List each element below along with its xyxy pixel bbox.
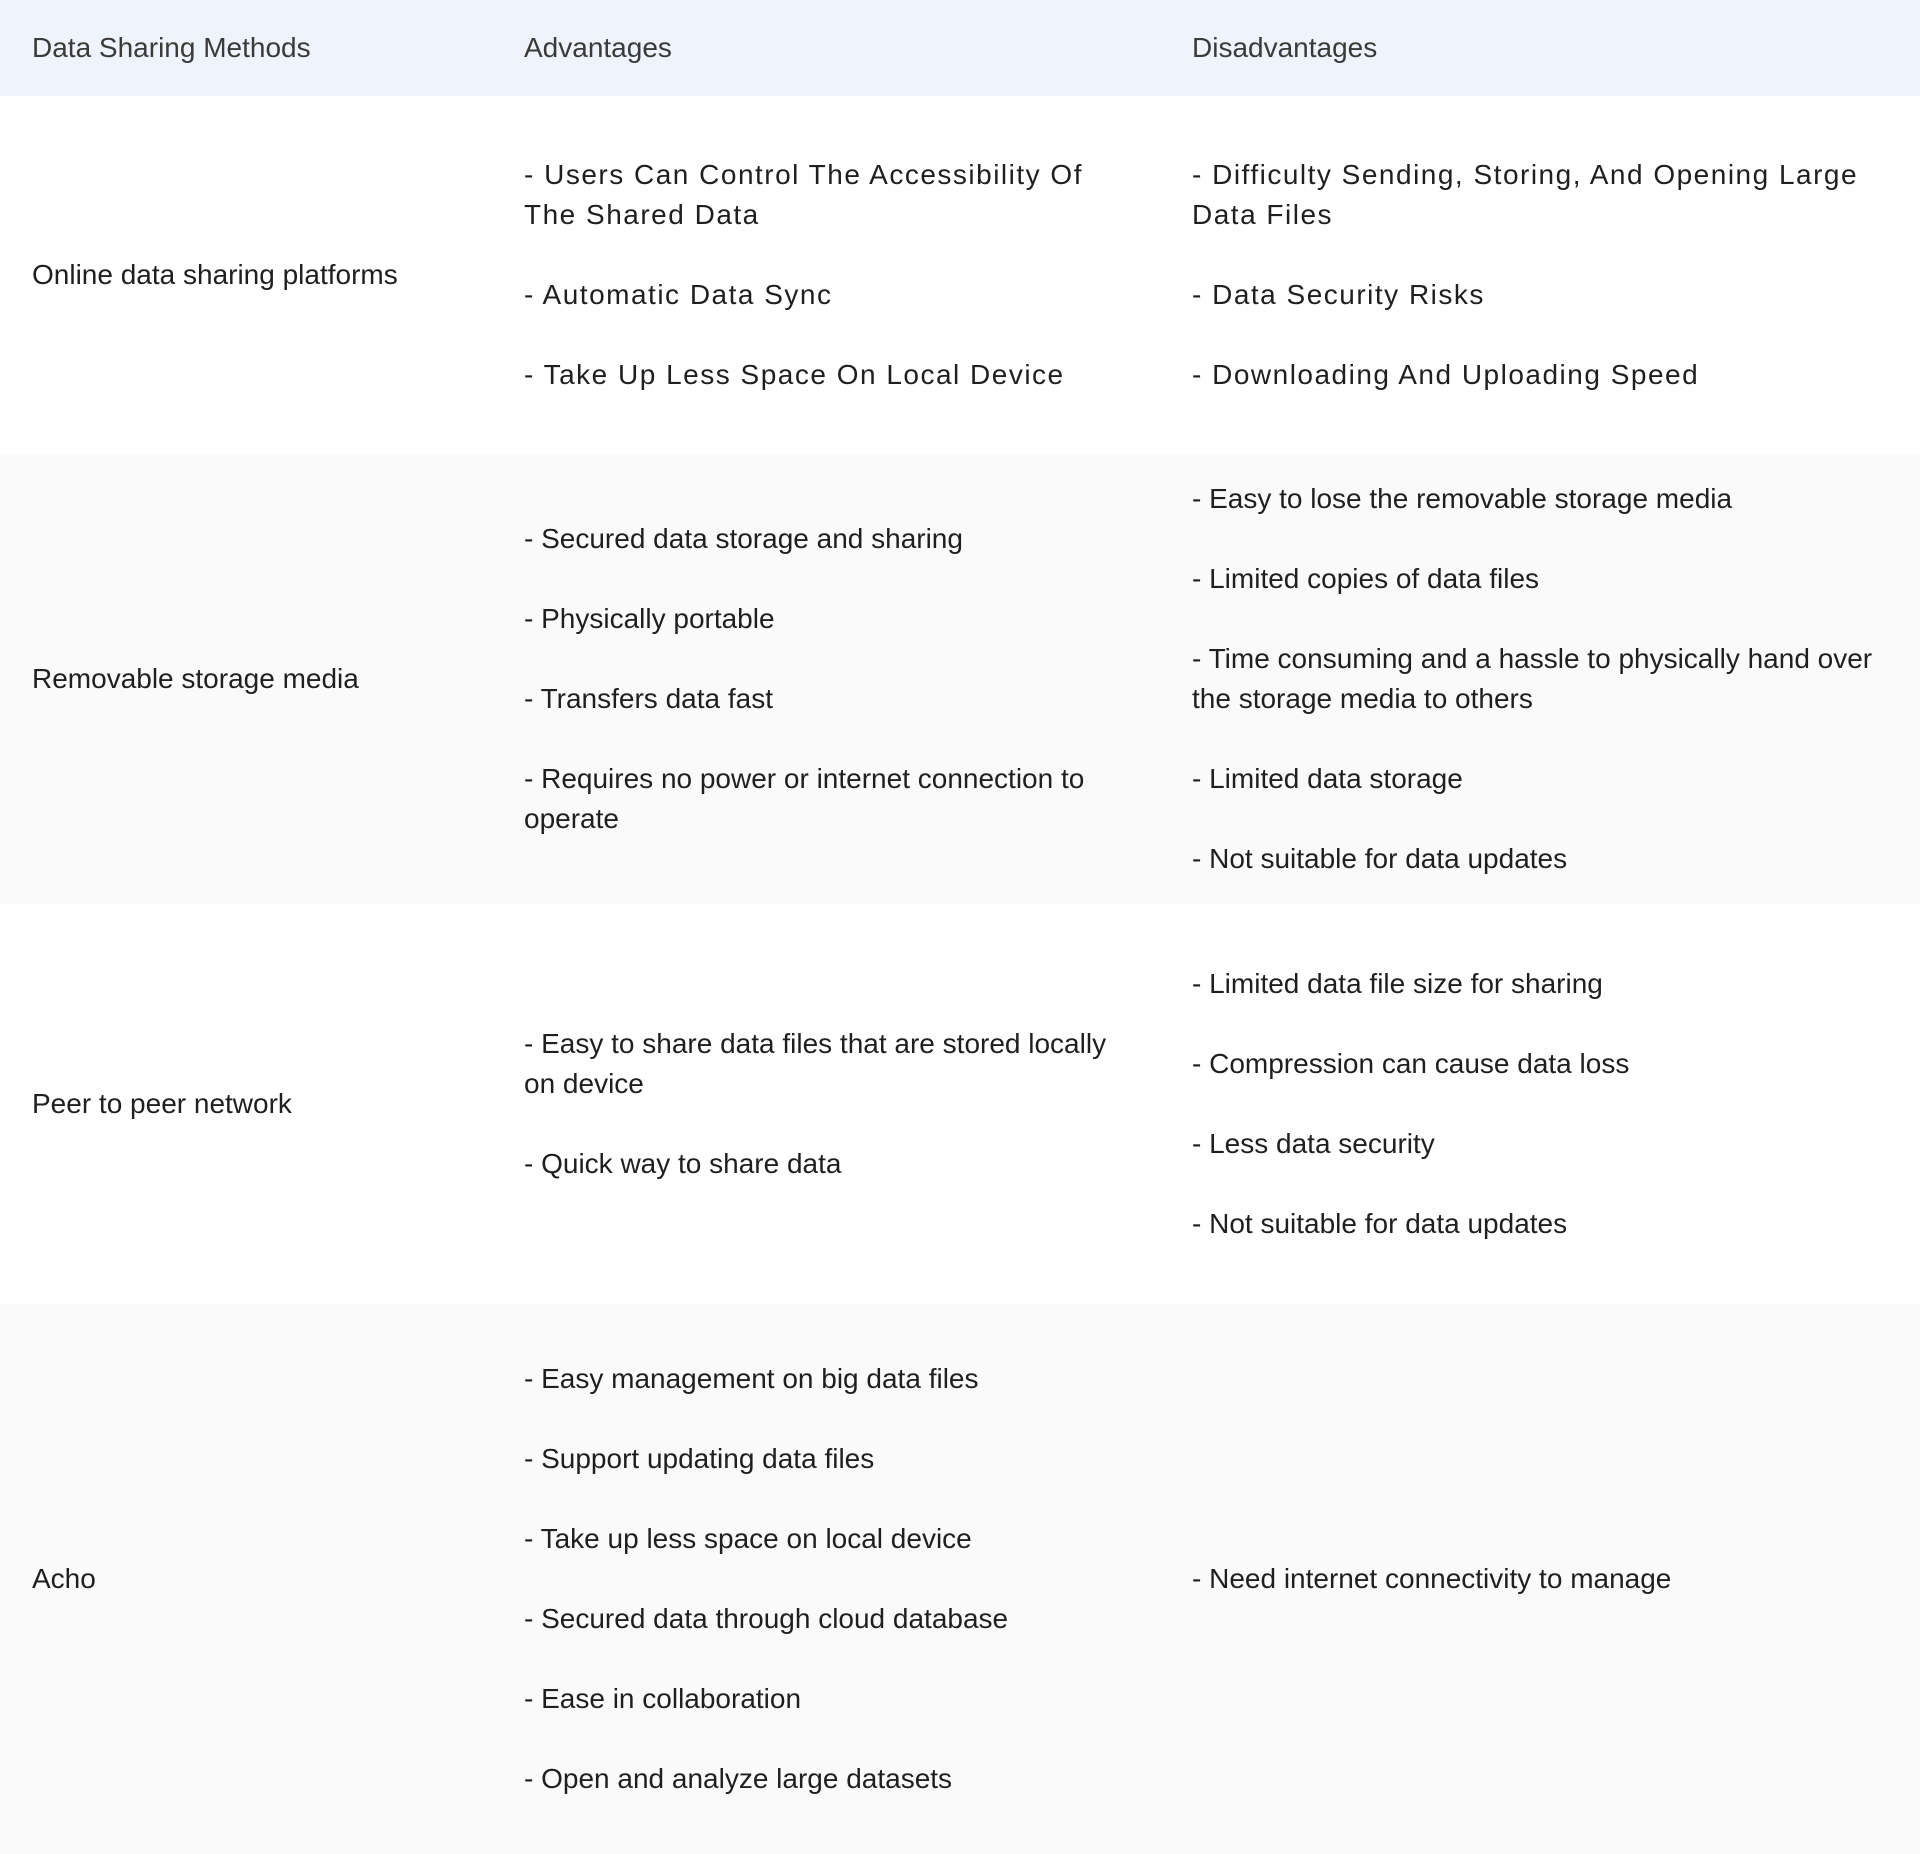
disadvantages-cell <box>1160 1304 1920 1854</box>
method-cell: Peer to peer network <box>32 1088 292 1119</box>
disadvantages-list <box>1192 479 1880 879</box>
list-item: - Secured data storage and sharing <box>524 523 963 554</box>
list-item: - Ease in collaboration <box>524 1683 802 1714</box>
advantages-list <box>524 519 1120 839</box>
list-item: - Limited data storage <box>1192 763 1463 794</box>
list-item: - Easy management on big data files <box>524 1363 979 1394</box>
table-row <box>0 1304 1920 1854</box>
header-methods: Data Sharing Methods <box>32 32 311 63</box>
disadvantages-cell <box>1160 904 1920 1304</box>
table-row <box>0 454 1920 904</box>
list-item: - Need internet connectivity to manage <box>1192 1563 1672 1594</box>
advantages-cell <box>492 904 1160 1304</box>
list-item: - Take up less space on local device <box>524 1523 972 1554</box>
header-advantages: Advantages <box>524 32 672 63</box>
disadvantages-list <box>1192 155 1880 395</box>
list-item: - Easy to lose the removable storage media <box>1192 483 1733 514</box>
table-header-row <box>0 0 1920 96</box>
table-row <box>0 96 1920 454</box>
header-disadvantages: Disadvantages <box>1192 32 1378 63</box>
table-row <box>0 904 1920 1304</box>
list-item: - Quick way to share data <box>524 1148 842 1179</box>
advantages-cell <box>492 1304 1160 1854</box>
advantages-list <box>524 155 1120 395</box>
advantages-list <box>524 1359 1008 1799</box>
disadvantages-list <box>1192 1559 1671 1599</box>
list-item: - Take Up Less Space On Local Device <box>524 359 1065 390</box>
method-cell: Online data sharing platforms <box>32 259 398 290</box>
disadvantages-cell <box>1160 454 1920 904</box>
list-item: - Support updating data files <box>524 1443 875 1474</box>
list-item: - Limited copies of data files <box>1192 563 1540 594</box>
list-item: - Open and analyze large datasets <box>524 1763 953 1794</box>
list-item: - Easy to share data files that are stored locally on device <box>524 1028 1107 1099</box>
advantages-cell <box>492 454 1160 904</box>
list-item: - Time consuming and a hassle to physically hand over the storage media to others <box>1192 643 1873 714</box>
list-item: - Transfers data fast <box>524 683 773 714</box>
list-item: - Limited data file size for sharing <box>1192 968 1603 999</box>
list-item: - Less data security <box>1192 1128 1435 1159</box>
list-item: - Users Can Control The Accessibility Of The Shared Data <box>524 159 1083 230</box>
list-item: - Not suitable for data updates <box>1192 1208 1568 1239</box>
disadvantages-list <box>1192 964 1629 1244</box>
method-cell: Removable storage media <box>32 663 359 694</box>
list-item: - Physically portable <box>524 603 775 634</box>
advantages-list <box>524 1024 1120 1184</box>
method-cell: Acho <box>32 1563 96 1594</box>
list-item: - Downloading And Uploading Speed <box>1192 359 1700 390</box>
list-item: - Requires no power or internet connection to operate <box>524 763 1085 834</box>
list-item: - Difficulty Sending, Storing, And Opening Large Data Files <box>1192 159 1859 230</box>
list-item: - Secured data through cloud database <box>524 1603 1009 1634</box>
advantages-cell <box>492 96 1160 454</box>
list-item: - Compression can cause data loss <box>1192 1048 1630 1079</box>
list-item: - Data Security Risks <box>1192 279 1485 310</box>
list-item: - Not suitable for data updates <box>1192 843 1568 874</box>
disadvantages-cell <box>1160 96 1920 454</box>
list-item: - Automatic Data Sync <box>524 279 833 310</box>
